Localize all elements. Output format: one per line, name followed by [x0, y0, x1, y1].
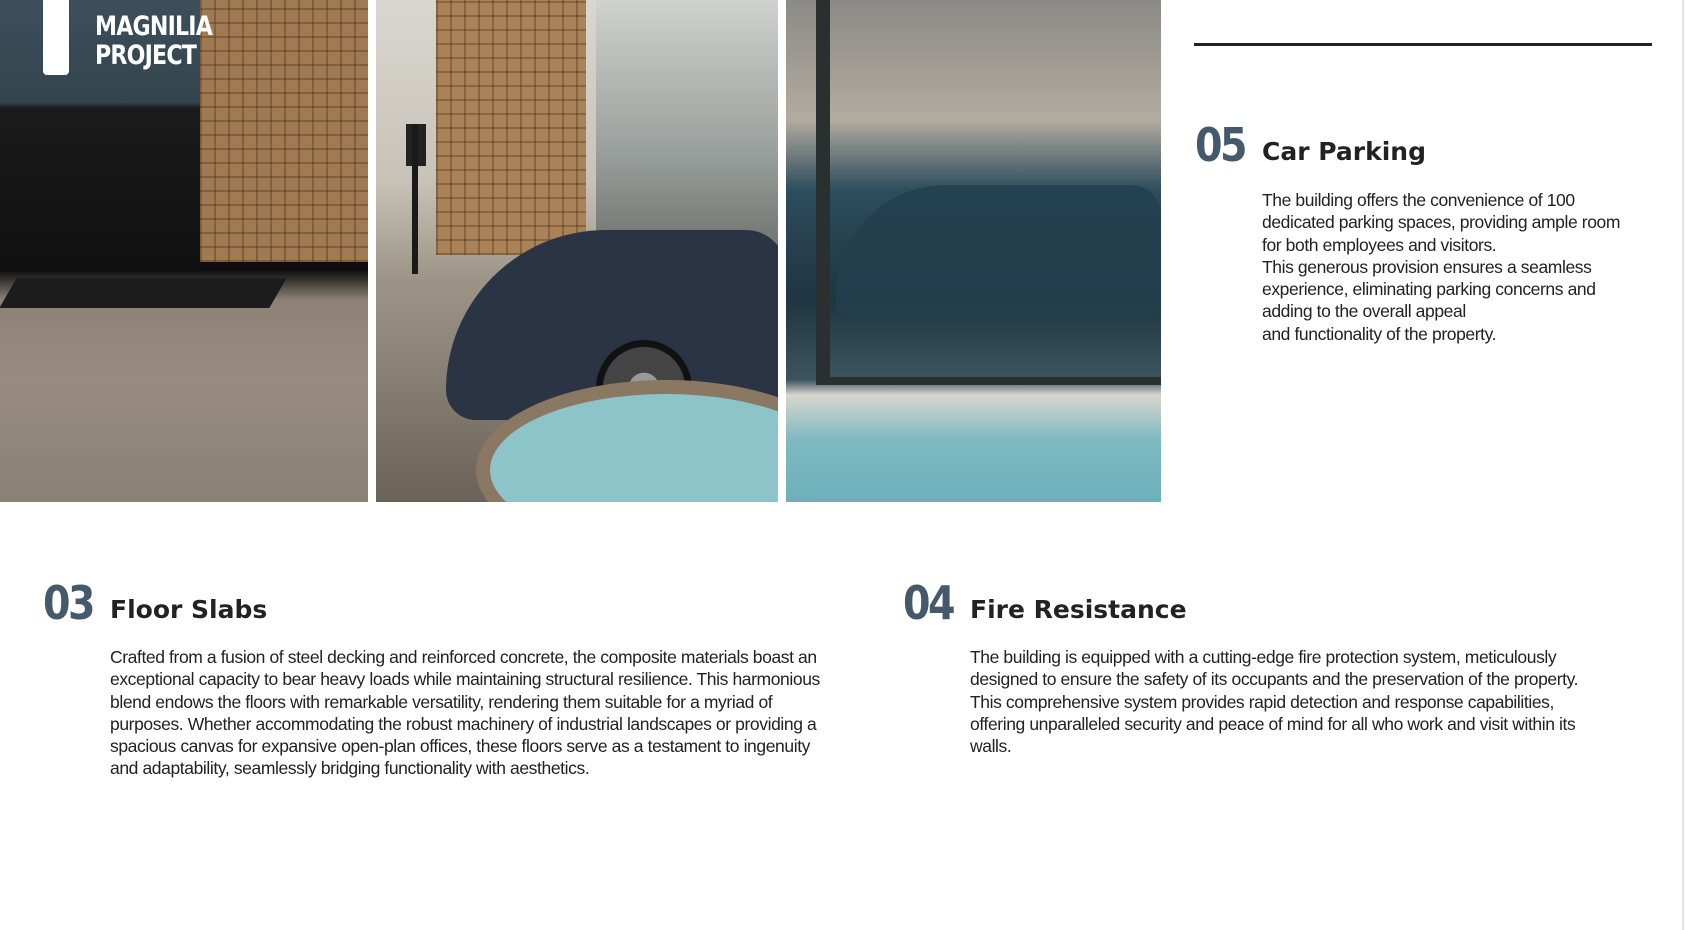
feature-number: 04 — [903, 576, 953, 630]
glass-door — [596, 0, 778, 250]
description-line: designed to ensure the safety of its occupants and the preservation of the property. — [970, 669, 1579, 690]
description-line: walls. — [970, 736, 1012, 757]
description-line: spacious canvas for expansive open-plan offices, these floors serve as a testament to ingenuity — [110, 736, 811, 757]
feature-description — [970, 646, 1578, 757]
entrance-mat — [0, 278, 287, 308]
description-line: exceptional capacity to bear heavy loads while maintaining structural resilience. This harmonious — [110, 669, 820, 690]
lattice-panel — [436, 0, 586, 255]
divider-rule — [1194, 43, 1652, 46]
project-logo — [95, 12, 212, 70]
logo-bar — [43, 0, 69, 75]
description-line: experience, eliminating parking concerns and — [1262, 279, 1596, 300]
feature-description — [110, 646, 820, 780]
feature-title: Fire Resistance — [970, 595, 1187, 624]
logo-line: PROJECT — [95, 40, 197, 71]
description-line: This comprehensive system provides rapid detection and response capabilities, — [970, 691, 1554, 712]
feature-description — [1262, 189, 1620, 345]
description-line: The building offers the convenience of 100 — [1262, 190, 1575, 210]
logo-line: MAGNILIA — [95, 11, 213, 42]
description-line: and adaptability, seamlessly bridging functionality with aesthetics. — [110, 758, 590, 779]
lattice-panel — [200, 0, 368, 262]
parked-car-photo — [376, 0, 778, 502]
feature-title: Floor Slabs — [110, 595, 268, 624]
water-wall-photo — [786, 0, 1161, 502]
description-line: dedicated parking spaces, providing ample room — [1262, 212, 1621, 233]
description-line: blend endows the floors with remarkable versatility, rendering them suitable for a myriad of — [110, 691, 773, 712]
description-line: This generous provision ensures a seamless — [1262, 256, 1592, 277]
description-line: offering unparalleled security and peace of mind for all who work and visit within its — [970, 713, 1576, 734]
sign-pole — [412, 124, 418, 274]
building-entrance-photo — [0, 0, 368, 502]
feature-title: Car Parking — [1262, 137, 1426, 166]
feature-number: 05 — [1195, 118, 1245, 172]
description-line: and functionality of the property. — [1262, 323, 1497, 344]
description-line: purposes. Whether accommodating the robust machinery of industrial landscapes or providing a — [110, 713, 817, 734]
description-line: Crafted from a fusion of steel decking and reinforced concrete, the composite materials boast an — [110, 647, 817, 667]
description-line: for both employees and visitors. — [1262, 234, 1497, 255]
description-line: The building is equipped with a cutting-edge fire protection system, meticulously — [970, 647, 1557, 667]
page-edge — [1682, 0, 1684, 930]
description-line: adding to the overall appeal — [1262, 301, 1466, 322]
window-frame — [816, 0, 1161, 385]
feature-number: 03 — [43, 576, 93, 630]
